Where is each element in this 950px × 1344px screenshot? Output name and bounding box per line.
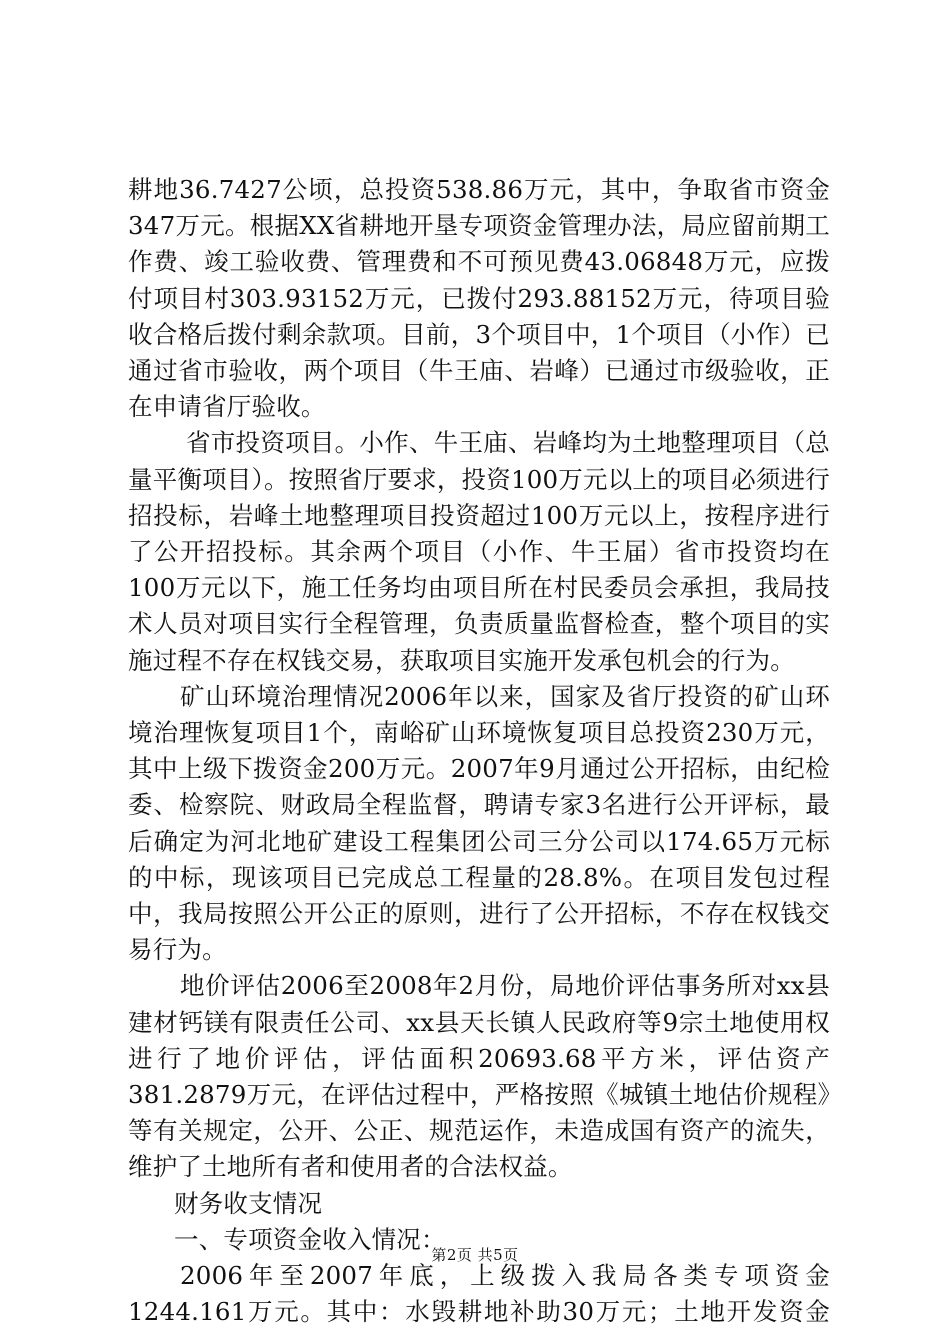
paragraph-special-funds-income: 2006年至2007年底，上级拨入我局各类专项资金1244.161万元。其中：水毁耕地补助30万元；土地开发资金 xyxy=(128,1261,830,1327)
page-number-footer: 第2页 共5页 xyxy=(431,1246,519,1264)
paragraph-mine-environment: 矿山环境治理情况2006年以来，国家及省厅投资的矿山环境治理恢复项目1个，南峪矿山环境恢复项目总投资230万元，其中上级下拨资金200万元。2007年9月通过公开招标，由纪检委、检察院、财政局全程监督，聘请专家3名进行公开评标，最后确定为河北地矿建设工程集团公司三分公司以174.65万元标的中标，现该项目已完成总工程量的28.8%。在项目发包过程中，我局按照公开公正的原则，进行了公开招标，不存在权钱交易行为。 xyxy=(128,681,830,965)
paragraph-land-price-evaluation: 地价评估2006至2008年2月份，局地价评估事务所对xx县建材钙镁有限责任公司、xx县天长镇人民政府等9宗土地使用权进行了地价评估，评估面积20693.68平方米，评估资产381.2879万元，在评估过程中，严格按照《城镇土地估价规程》等有关规定，公开、公正、规范运作，未造成国有资产的流失，维护了土地所有者和使用者的合法权益。 xyxy=(128,971,830,1182)
paragraph-land-reclamation-funds: 耕地36.7427公顷，总投资538.86万元，其中，争取省市资金347万元。根据XX省耕地开垦专项资金管理办法，局应留前期工作费、竣工验收费、管理费和不可预见费43.06848万元，应拨付项目村303.93152万元，已拨付293.88152万元，待项目验收合格后拨付剩余款项。目前，3个项目中，1个项目（小作）已通过省市验收，两个项目（牛王庙、岩峰）已通过市级验收，正在申请省厅验收。 xyxy=(128,175,830,422)
document-body xyxy=(128,172,830,1331)
paragraph-provincial-investment: 省市投资项目。小作、牛王庙、岩峰均为土地整理项目（总量平衡项目）。按照省厅要求，投资100万元以上的项目必须进行招投标，岩峰土地整理项目投资超过100万元以上，按程序进行了公开招投标。其余两个项目（小作、牛王届）省市投资均在100万元以下，施工任务均由项目所在村民委员会承担，我局技术人员对项目实行全程管理，负责质量监督检查，整个项目的实施过程不存在权钱交易，获取项目实施开发承包机会的行为。 xyxy=(128,428,831,675)
section-heading-finance: 财务收支情况 xyxy=(174,1188,323,1218)
subsection-heading-special-funds: 一、专项资金收入情况： xyxy=(174,1224,446,1254)
